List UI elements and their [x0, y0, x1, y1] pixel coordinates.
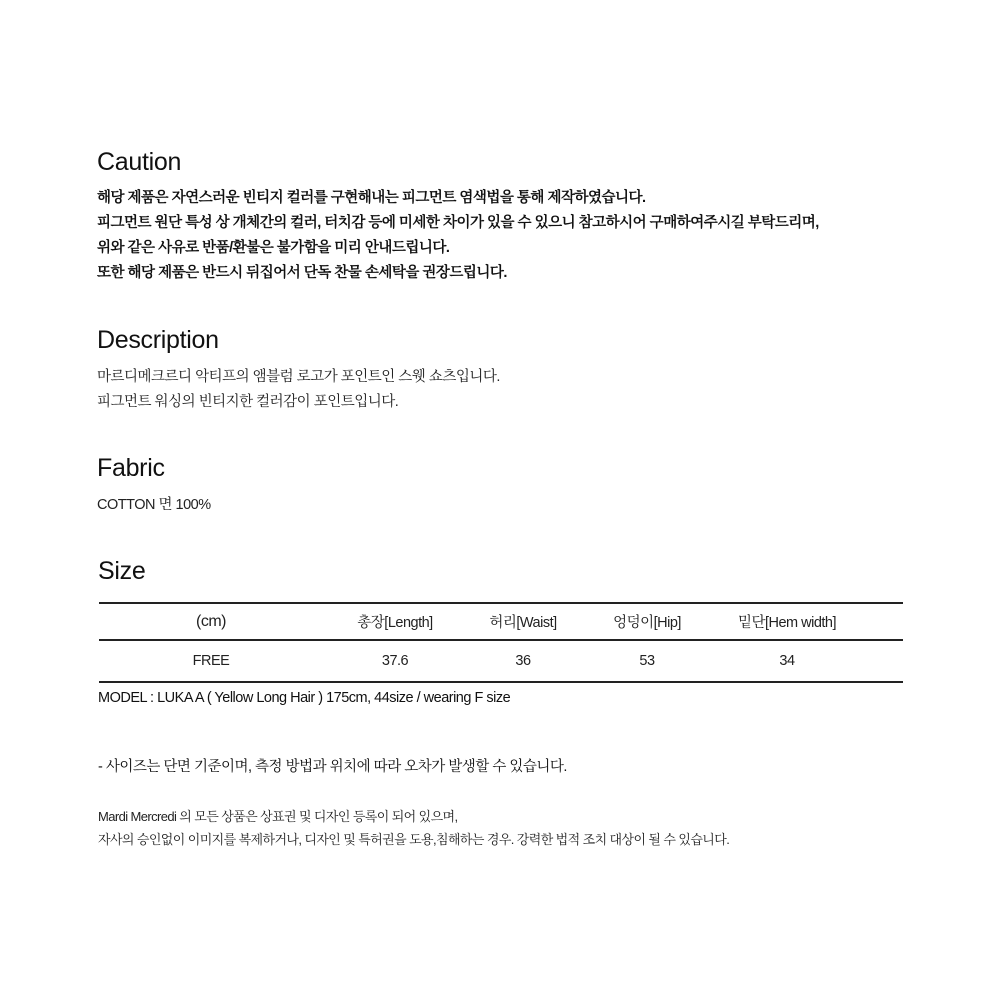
size-cell-length: 37.6 — [381, 653, 409, 669]
description-text — [97, 365, 500, 415]
caution-text — [97, 186, 819, 286]
legal-notice — [98, 805, 729, 851]
fabric-composition: COTTON 면 100% — [97, 497, 211, 513]
size-header-waist: 허리[Waist] — [489, 615, 557, 631]
size-table — [99, 602, 903, 683]
size-cell-hip: 53 — [639, 653, 655, 669]
size-header-spacer — [859, 603, 903, 640]
size-header-hem: 밑단[Hem width] — [737, 615, 837, 631]
size-table-header-row — [99, 603, 903, 640]
size-note: - 사이즈는 단면 기준이며, 측정 방법과 위치에 따라 오차가 발생할 수 있습니다. — [98, 759, 567, 775]
caution-line: 피그먼트 원단 특성 상 개체간의 컬러, 터치감 등에 미세한 차이가 있을 수 있으니 참고하시어 구매하여주시길 부탁드리며, — [97, 215, 819, 231]
model-info: MODEL : LUKA A ( Yellow Long Hair ) 175cm, 44size / wearing F size — [98, 690, 511, 706]
size-cell-waist: 36 — [515, 653, 531, 669]
fabric-title: Fabric — [97, 454, 165, 482]
description-title: Description — [97, 326, 219, 354]
legal-line: Mardi Mercredi 의 모든 상품은 상표권 및 디자인 등록이 되어 있으며, — [98, 809, 458, 824]
size-header-length: 총장[Length] — [357, 615, 433, 631]
size-cell-spacer — [859, 640, 903, 682]
caution-line: 또한 해당 제품은 반드시 뒤집어서 단독 찬물 손세탁을 권장드립니다. — [97, 265, 507, 281]
table-row — [99, 640, 903, 682]
caution-line: 해당 제품은 자연스러운 빈티지 컬러를 구현해내는 피그먼트 염색법을 통해 제작하였습니다. — [97, 190, 646, 206]
size-cell-hem: 34 — [779, 653, 795, 669]
legal-line: 자사의 승인없이 이미지를 복제하거나, 디자인 및 특허권을 도용,침해하는 경우. 강력한 법적 조치 대상이 될 수 있습니다. — [98, 832, 730, 847]
fabric-text — [97, 493, 211, 518]
caution-line: 위와 같은 사유로 반품/환불은 불가함을 미리 안내드립니다. — [97, 240, 450, 256]
caution-title: Caution — [97, 148, 182, 176]
size-title: Size — [98, 557, 146, 585]
size-header-unit: (cm) — [196, 612, 226, 630]
size-cell-size: FREE — [192, 653, 230, 669]
description-line: 마르디메크르디 악티프의 앰블럼 로고가 포인트인 스웻 쇼츠입니다. — [97, 369, 500, 385]
description-line: 피그먼트 워싱의 빈티지한 컬러감이 포인트입니다. — [97, 394, 399, 410]
size-header-hip: 엉덩이[Hip] — [613, 615, 681, 631]
